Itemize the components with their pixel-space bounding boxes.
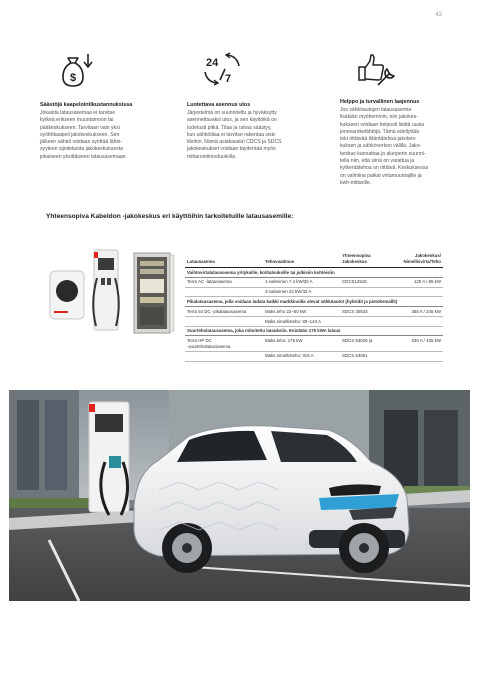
feature-title: Helppo ja turvallinen laajennus bbox=[340, 99, 420, 105]
body-line: toki riittävää liitäntätehoa jakokes- bbox=[340, 136, 417, 143]
ev-charging-photo bbox=[9, 390, 470, 601]
feature-cabling-savings bbox=[40, 102, 168, 161]
body-line: kytkeä erikseen muuntamoon tai bbox=[40, 117, 114, 124]
body-line: tiloihin. Nämä asiakasalut CDCS ja SDCS bbox=[187, 139, 282, 146]
table-cell: CDCS12515 bbox=[340, 277, 391, 287]
terra-ac-wallbox-image bbox=[48, 252, 86, 338]
group-title: Suurteholatausasema, joka mitoitettu latauksiin. Enintään 175 kWn lataus bbox=[185, 326, 443, 336]
body-line: on valmiina paikat virtamuuntajille ja bbox=[340, 172, 422, 179]
body-line: kwh-mittarille. bbox=[340, 179, 372, 186]
feature-reliable-outdoor bbox=[187, 102, 322, 161]
compatibility-table bbox=[185, 251, 443, 362]
table-row bbox=[185, 287, 443, 297]
feature-body bbox=[340, 107, 452, 187]
table-cell bbox=[185, 316, 263, 326]
svg-text:7: 7 bbox=[225, 73, 232, 85]
body-line: lisätään myöhemmin, niin jakokes- bbox=[340, 114, 418, 121]
table-cell: SDCS 63051 bbox=[340, 351, 391, 361]
table-cell: Terra HP DC -suurteholatausasema bbox=[185, 336, 263, 351]
table-row bbox=[185, 307, 443, 317]
body-line: kun sähkötilaa ei tarvitse rakentaa sisä- bbox=[187, 131, 277, 138]
table-cell: 1-vaiheinen 7,4 kW/32 A bbox=[263, 277, 340, 287]
body-line: jokaiseen yksittäiseen latausasemaan. bbox=[40, 153, 127, 160]
table-cell: SDCS 63026 ja bbox=[340, 336, 391, 351]
table-cell: Maks.teho: 175 kW bbox=[263, 336, 340, 351]
table-row bbox=[185, 277, 443, 287]
money-bag-down-icon bbox=[58, 50, 96, 90]
table-group-row bbox=[185, 297, 443, 307]
feature-title: Luotettava asennus ulos bbox=[187, 102, 251, 108]
table-row bbox=[185, 336, 443, 351]
table-cell bbox=[391, 287, 443, 297]
table-header-row bbox=[185, 251, 443, 268]
body-line: kytkentätehoa on riittävä. Keskuksessa bbox=[340, 165, 429, 172]
body-line: tella niin, että siinä on varattua ja bbox=[340, 158, 415, 165]
table-cell bbox=[340, 287, 391, 297]
body-line: jakokeskukset voidaan täydentää myös bbox=[187, 146, 276, 153]
body-line: syöttökaapeli jakokeskukseen. Sen bbox=[40, 131, 120, 138]
group-title: Pikalatausasema, jolla voidaan ladata kaikki markkinoilla olevat sähköautot (hybridit ja pistokemallit) bbox=[185, 297, 443, 307]
table-cell bbox=[340, 316, 391, 326]
body-line: Jokaista latausasemaa ei tarvitse bbox=[40, 110, 116, 116]
feature-easy-expansion bbox=[340, 99, 452, 187]
table-cell bbox=[391, 351, 443, 361]
table-cell: Maks.teho 22–50 kW bbox=[263, 307, 340, 317]
feature-title: Säästöjä kaapelointikustannuksissa bbox=[40, 102, 133, 108]
terra-dc-charger-image bbox=[88, 248, 124, 334]
body-line: jonovarokelähtöjä. Tämä edellyttää bbox=[340, 128, 419, 135]
table-cell bbox=[185, 351, 263, 361]
table-cell: Terra AC -latausasema bbox=[185, 277, 263, 287]
table-group-row bbox=[185, 268, 443, 278]
table-row bbox=[185, 316, 443, 326]
column-header: Jakokeskus/ Nimellisvirta/Teho bbox=[391, 251, 443, 268]
column-header: Latausasema bbox=[185, 251, 263, 268]
page-number: 43 bbox=[435, 12, 442, 18]
24-7-icon bbox=[203, 52, 243, 86]
group-title: Vaihtovirtalatausasema yrityksille, kotitalouksille tai julkisiin kohteisiin bbox=[185, 268, 443, 278]
table-cell: 3-vaiheinen 22 kW/32 A bbox=[263, 287, 340, 297]
table-cell: 125 A / 85 kW bbox=[391, 277, 443, 287]
table-cell: 355 A / 245 kW bbox=[391, 307, 443, 317]
table-cell bbox=[185, 287, 263, 297]
body-line: kuksen ja sähköverkon välillä. Jako- bbox=[340, 143, 422, 150]
ev-charging-scene bbox=[9, 390, 470, 601]
body-line: pääkeskukseen. Tarvitaan vain yksi bbox=[40, 124, 120, 131]
table-cell: Maks.nimellisteho: 315 A bbox=[263, 351, 340, 361]
feature-body bbox=[40, 110, 168, 161]
body-line: keskus kannattaa jo alunperin suunni- bbox=[340, 150, 426, 157]
body-line: syyteen sijoitetuista jakokeskuksesta bbox=[40, 146, 123, 153]
body-line: Järjestelmä on suunniteltu ja hyväksytty bbox=[187, 110, 277, 116]
column-header: Yhteensopiva Jakokeskus bbox=[340, 251, 391, 268]
body-line: todetusti pitkä. Tilaa ja rahaa säästyy, bbox=[187, 124, 272, 131]
body-line: asennettavaksi ulos, ja sen käyttöikä on bbox=[187, 117, 277, 124]
body-line: Jos sähköautojen latausasemia bbox=[340, 107, 412, 113]
body-line: jälkeen sähkö voidaan syöttää lähei- bbox=[40, 139, 123, 146]
body-line: mittarointimoduuleilla. bbox=[187, 153, 237, 160]
body-line: kukseen voidaan helposti lisätä uusia bbox=[340, 121, 425, 128]
column-header: Tehovaatimus bbox=[263, 251, 340, 268]
section-title: Yhteensopiva Kabeldon -jakokeskus eri käyttöihin tarkoitetuille latausasemille: bbox=[46, 213, 294, 220]
table-cell bbox=[391, 316, 443, 326]
svg-text:24: 24 bbox=[206, 57, 219, 69]
distribution-cabinet-image bbox=[132, 250, 176, 336]
table-row bbox=[185, 351, 443, 361]
table-cell: 630 A / 435 kW bbox=[391, 336, 443, 351]
svg-text:$: $ bbox=[69, 72, 77, 84]
table-group-row bbox=[185, 326, 443, 336]
table-cell: Maks.nimellisteho: 80–143 A bbox=[263, 316, 340, 326]
table-cell: SDCS 35543 bbox=[340, 307, 391, 317]
thumbs-up-wrench-icon bbox=[356, 52, 396, 88]
feature-body bbox=[187, 110, 322, 161]
table-cell: Terra 54 DC -pikalatausasema bbox=[185, 307, 263, 317]
